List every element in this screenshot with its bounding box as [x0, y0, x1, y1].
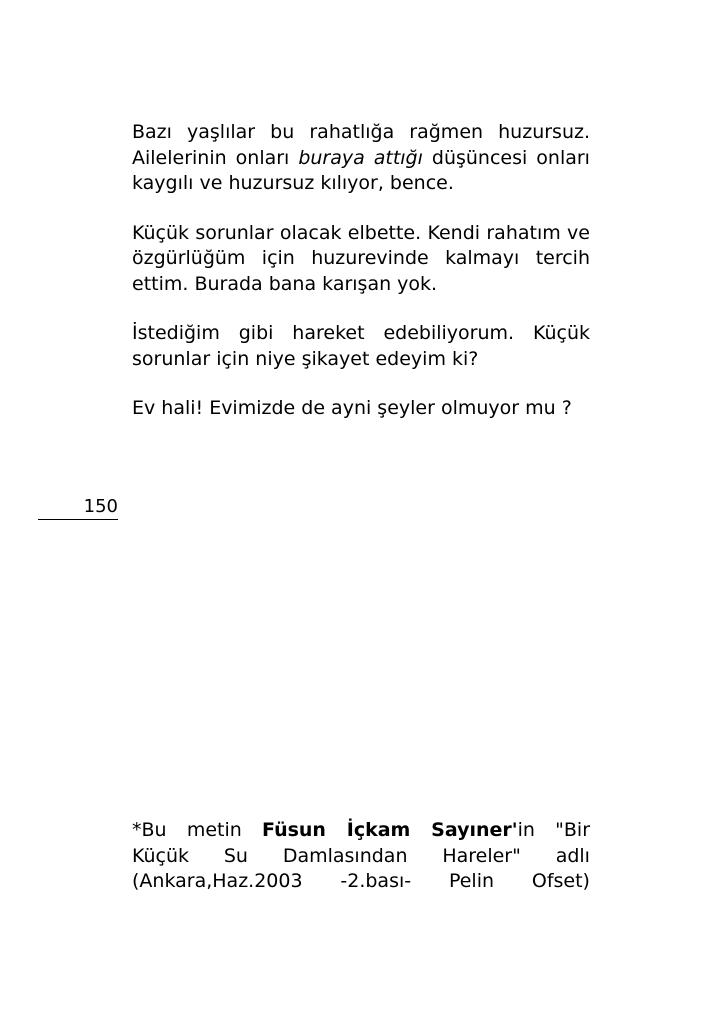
footnote-word: Pelin	[448, 870, 495, 892]
paragraph-1-line-2-after: düşüncesi	[422, 146, 528, 169]
footnote-word: Hareler"	[442, 844, 521, 867]
footnote-word: Küçük	[132, 844, 190, 867]
footnote-word: (Ankara,Haz.2003	[132, 870, 303, 892]
footnote-word: Damlasından	[282, 844, 408, 867]
footnote-prefix: *Bu metin	[132, 819, 263, 841]
page-number: 150	[83, 496, 118, 517]
paragraph-1	[132, 120, 590, 197]
footnote-line-1	[132, 818, 590, 844]
footnote-suffix: in "Bir	[517, 819, 591, 841]
paragraph-1-italic-phrase: buraya attığı	[298, 146, 423, 169]
footnote-word: Ofset)	[531, 870, 590, 892]
body-text	[132, 120, 590, 446]
footnote	[132, 818, 590, 895]
footnote-word: adlı	[555, 844, 590, 867]
footnote-line-2	[132, 844, 590, 870]
paragraph-4: Ev hali! Evimizde de ayni şeyler olmuyor mu ?	[132, 397, 572, 419]
paragraph-1-line-3: onları kaygılı ve huzursuz kılıyor, bence.	[132, 146, 590, 194]
footnote-word: Su	[223, 844, 248, 867]
footnote-line-3	[132, 869, 590, 895]
footnote-word: -2.bası-	[340, 870, 412, 892]
page-number-rule	[38, 519, 118, 520]
paragraph-2: Küçük sorunlar olacak elbette. Kendi rahatım ve özgürlüğüm için huzurevinde kalmayı tercih ettim. Burada bana karışan yok.	[132, 221, 590, 295]
paragraph-1-line-2-before: Ailelerinin onları	[132, 146, 299, 169]
paragraph-3: İstediğim gibi hareket edebiliyorum. Küçük sorunlar için niye şikayet edeyim ki?	[132, 322, 590, 370]
paragraph-1-line-1: Bazı yaşlılar bu rahatlığa rağmen huzursuz.	[132, 121, 590, 143]
footnote-author: Füsun İçkam Sayıner'	[262, 819, 518, 841]
